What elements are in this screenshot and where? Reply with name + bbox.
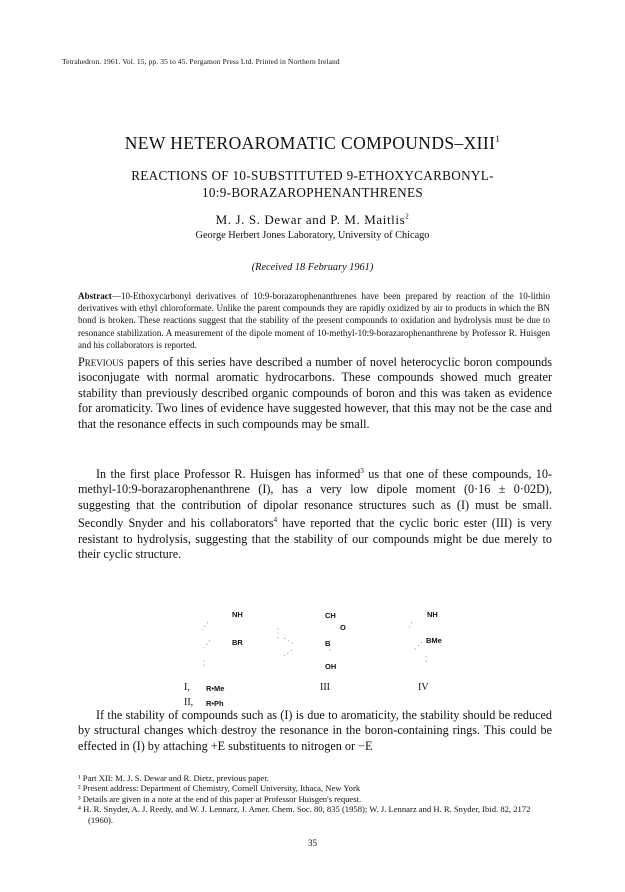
paragraph-3: If the stability of compounds such as (I) is due to aromaticity, the stability should be reduced by structural changes which destroy the resonance in the boron-containing rings. This could be effected in (I) by attaching +E substituents to nitrogen or −E bbox=[78, 708, 552, 753]
structure-3-ring bbox=[278, 628, 330, 656]
para1-lead: Previous bbox=[78, 355, 124, 369]
structures-figure bbox=[180, 600, 470, 710]
label-compound-I-r: R•Me bbox=[206, 684, 225, 693]
para2-part-a: In the first place Professor R. Huisgen has informed bbox=[96, 467, 361, 482]
article-title bbox=[0, 133, 625, 154]
paragraph-2 bbox=[78, 464, 552, 563]
para1-text: papers of this series have described a number of novel heterocyclic boron compounds isoconjugate with normal aromatic hydrocarbons. These compounds showed much greater stability than previously described organic compounds of boron and this was taken as evidence for aromaticity. Two lines of evidence have suggested however, that this may not be the case and that the resonance effects in such compounds may be small. bbox=[78, 355, 552, 431]
abstract-text: —10-Ethoxycarbonyl derivatives of 10:9-borazarophenanthrenes have been prepared by reaction of the 10-lithio derivatives with ethyl chloroformate. Unlike the parent compounds they are rapidly oxidized by air to products in which the BN bond is broken. These reactions suggest that the stability of the present compounds to oxidation and hydrolysis must be due to resonance stabilization. A measurement of the dipole moment of 10-methyl-10:9-borazarophenanthrene by Professor R. Huisgen and his collaborators is reported. bbox=[78, 291, 550, 350]
author-names: M. J. S. Dewar and P. M. Maitlis bbox=[215, 212, 406, 227]
s3-b-label: B bbox=[325, 639, 331, 648]
page-number: 35 bbox=[308, 838, 317, 848]
affiliation: George Herbert Jones Laboratory, University of Chicago bbox=[195, 230, 430, 241]
structure-4-ring bbox=[408, 622, 426, 664]
label-compound-IV: IV bbox=[418, 682, 429, 693]
footnote-3: ³ Details are given in a note at the end of this paper at Professor Huisgen's request. bbox=[78, 793, 362, 804]
received-date: (Received 18 February 1961) bbox=[251, 262, 374, 273]
para2-ref-4: 4 bbox=[273, 516, 278, 525]
label-compound-I: I, bbox=[184, 682, 190, 693]
s3-ch-label: CH bbox=[325, 611, 336, 620]
article-subtitle bbox=[0, 167, 625, 201]
title-text: NEW HETEROAROMATIC COMPOUNDS–XIII bbox=[124, 133, 496, 153]
s1-br-label: BR bbox=[232, 638, 243, 647]
s3-oh-label: OH bbox=[325, 662, 337, 671]
author-footnote-mark: 2 bbox=[405, 212, 410, 221]
title-footnote-mark: 1 bbox=[495, 134, 501, 145]
s1-nh-label: NH bbox=[232, 610, 243, 619]
para2-part-c: have reported that the cyclic boric ester (III) is very resistant to hydrolysis, suggesting that the stability of our compounds might be due merely to their cyclic structure. bbox=[78, 516, 553, 562]
s4-nh-label: NH bbox=[427, 610, 438, 619]
subtitle-line-1: REACTIONS OF 10-SUBSTITUTED 9-ETHOXYCARBONYL- bbox=[131, 168, 494, 183]
para2-part-b: us that one of these compounds, 10-methyl-10:9-borazarophenanthrene (I), has a very low dipole moment (0·16 ± 0·02D), suggesting that the contribution of dipolar resonance structures such as (I) must be small. Secondly Snyder and his collaborators bbox=[78, 467, 553, 531]
footnote-1: ¹ Part XII: M. J. S. Dewar and R. Dietz, previous paper. bbox=[78, 773, 269, 783]
label-compound-II: II, bbox=[184, 697, 194, 708]
footnote-4: ⁴ H. R. Snyder, A. J. Reedy, and W. J. Lennarz, J. Amer. Chem. Soc. 80, 835 (1958); W. J. Lennarz and H. R. Snyder, Ibid. 82, 2172 (1960). bbox=[78, 804, 531, 825]
abstract-label: Abstract bbox=[78, 291, 112, 301]
paragraph-1 bbox=[78, 355, 552, 432]
s3-o-label: O bbox=[340, 623, 346, 632]
label-compound-III: III bbox=[320, 682, 330, 693]
journal-header: Tetrahedron. 1961. Vol. 15, pp. 35 to 45. Pergamon Press Ltd. Printed in Northern Ireland bbox=[62, 57, 340, 66]
authors bbox=[0, 212, 625, 228]
s4-bme-label: BMe bbox=[426, 636, 442, 645]
subtitle-line-2: 10:9-BORAZAROPHENANTHRENES bbox=[201, 185, 423, 200]
footnote-2: ² Present address: Department of Chemistry, Cornell University, Ithaca, New York bbox=[78, 783, 361, 794]
abstract bbox=[78, 290, 550, 351]
para2-ref-3: 3 bbox=[360, 467, 364, 475]
structure-1-ring bbox=[202, 622, 210, 668]
footnotes bbox=[78, 773, 552, 825]
label-compound-II-r: R•Ph bbox=[206, 699, 224, 708]
